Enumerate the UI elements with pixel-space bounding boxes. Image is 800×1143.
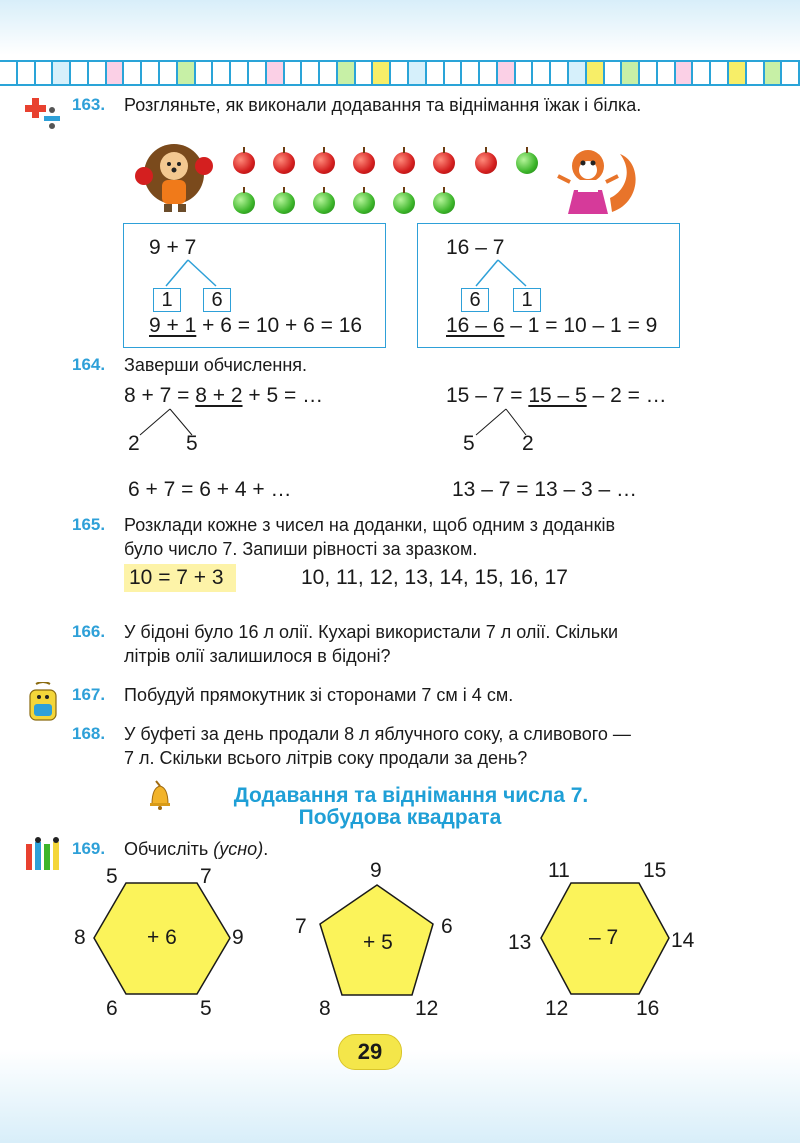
vertex-number: 12 bbox=[545, 997, 569, 1020]
exercise-text-line: літрів олії залишилося в бідоні? bbox=[124, 646, 391, 666]
solution-rest: – 1 = 10 – 1 = 9 bbox=[504, 314, 658, 337]
pencils-icon bbox=[22, 836, 68, 876]
vertex-number: 7 bbox=[295, 915, 307, 938]
top-decorative-strip bbox=[0, 60, 800, 86]
vertex-number: 14 bbox=[671, 929, 695, 952]
vertex-number: 11 bbox=[548, 859, 570, 882]
green-apple bbox=[353, 192, 375, 214]
expression-line: 8 + 7 = 8 + 2 + 5 = … bbox=[124, 384, 324, 407]
red-apple bbox=[433, 152, 455, 174]
vertex-number: 5 bbox=[106, 865, 118, 888]
calculation-signs-icon bbox=[22, 96, 62, 130]
vertex-number: 15 bbox=[643, 859, 667, 882]
exercise-text-line: У бідоні було 16 л олії. Кухарі використали 7 л олії. Скільки bbox=[124, 622, 619, 642]
red-apple bbox=[393, 152, 415, 174]
exercise-text: Заверши обчислення. bbox=[124, 355, 308, 375]
red-apple bbox=[233, 152, 255, 174]
vertex-number: 12 bbox=[415, 997, 439, 1020]
expression: 9 + 7 bbox=[149, 236, 197, 259]
vertex-number: 7 bbox=[200, 865, 212, 888]
decomposition-part: 5 bbox=[186, 432, 198, 455]
vertex-number: 5 bbox=[200, 997, 212, 1020]
vertex-number: 8 bbox=[74, 926, 86, 949]
underlined-part: 9 + 1 bbox=[149, 314, 197, 337]
sample-equation: 10 = 7 + 3 bbox=[129, 566, 224, 589]
shape-operation: + 6 bbox=[147, 926, 177, 949]
exercise-text: Розгляньте, як виконали додавання та віднімання їжак і білка. bbox=[124, 95, 642, 115]
red-apple bbox=[475, 152, 497, 174]
decomposition-lines bbox=[470, 258, 540, 288]
backpack-icon bbox=[22, 682, 64, 722]
vertex-number: 6 bbox=[441, 915, 453, 938]
exercise-number: 164. bbox=[72, 355, 106, 374]
page-number: 29 bbox=[338, 1034, 402, 1070]
vertex-number: 8 bbox=[319, 997, 331, 1020]
exercise-number: 163. bbox=[72, 95, 106, 114]
decomposition-part: 1 bbox=[153, 288, 181, 312]
expression-line: 15 – 7 = 15 – 5 – 2 = … bbox=[446, 384, 667, 407]
squirrel-illustration bbox=[554, 142, 642, 218]
green-apple bbox=[273, 192, 295, 214]
red-apple bbox=[273, 152, 295, 174]
section-title-line2: Побудова квадрата bbox=[298, 806, 502, 829]
exercise-number: 168. bbox=[72, 724, 106, 743]
decomposition-part: 6 bbox=[461, 288, 489, 312]
exercise-number: 169. bbox=[72, 839, 106, 858]
solution-line bbox=[149, 314, 362, 338]
red-apple bbox=[353, 152, 375, 174]
vertex-number: 9 bbox=[370, 859, 382, 882]
exercise-text-line: У буфеті за день продали 8 л яблучного соку, а сливового — bbox=[124, 724, 631, 744]
shape-operation: + 5 bbox=[363, 931, 393, 954]
exercise-text: Побудуй прямокутник зі сторонами 7 см і 4 см. bbox=[124, 685, 514, 705]
underlined-part: 16 – 6 bbox=[446, 314, 505, 337]
solution-line bbox=[446, 314, 657, 338]
green-apple bbox=[516, 152, 538, 174]
green-apple bbox=[313, 192, 335, 214]
solution-rest: + 6 = 10 + 6 = 16 bbox=[196, 314, 363, 337]
exercise-number: 166. bbox=[72, 622, 106, 641]
vertex-number: 13 bbox=[508, 931, 532, 954]
exercise-text-line: 7 л. Скільки всього літрів соку продали за день? bbox=[124, 748, 528, 768]
green-apple bbox=[433, 192, 455, 214]
decomposition-part: 2 bbox=[128, 432, 140, 455]
decomposition-lines bbox=[160, 258, 230, 288]
expression-line: 13 – 7 = 13 – 3 – … bbox=[452, 478, 638, 501]
exercise-text-line: Розклади кожне з чисел на доданки, щоб одним з доданків bbox=[124, 515, 616, 535]
expression-line: 6 + 7 = 6 + 4 + … bbox=[128, 478, 292, 501]
exercise-text: Обчисліть (усно). bbox=[124, 839, 269, 859]
red-apple bbox=[313, 152, 335, 174]
section-title-line1: Додавання та віднімання числа 7. bbox=[233, 784, 589, 807]
exercise-number: 165. bbox=[72, 515, 106, 534]
green-apple bbox=[233, 192, 255, 214]
exercise-number: 167. bbox=[72, 685, 106, 704]
vertex-number: 9 bbox=[232, 926, 244, 949]
shape-operation: – 7 bbox=[589, 926, 619, 949]
expression: 16 – 7 bbox=[446, 236, 505, 259]
decomposition-part: 6 bbox=[203, 288, 231, 312]
exercise-text-line: було число 7. Запиши рівності за зразком. bbox=[124, 539, 478, 559]
decomposition-part: 5 bbox=[463, 432, 475, 455]
decomposition-part: 1 bbox=[513, 288, 541, 312]
vertex-number: 6 bbox=[106, 997, 118, 1020]
hedgehog-illustration bbox=[132, 136, 216, 216]
vertex-number: 16 bbox=[636, 997, 660, 1020]
green-apple bbox=[393, 192, 415, 214]
decomposition-part: 2 bbox=[522, 432, 534, 455]
numbers-list: 10, 11, 12, 13, 14, 15, 16, 17 bbox=[301, 566, 568, 589]
